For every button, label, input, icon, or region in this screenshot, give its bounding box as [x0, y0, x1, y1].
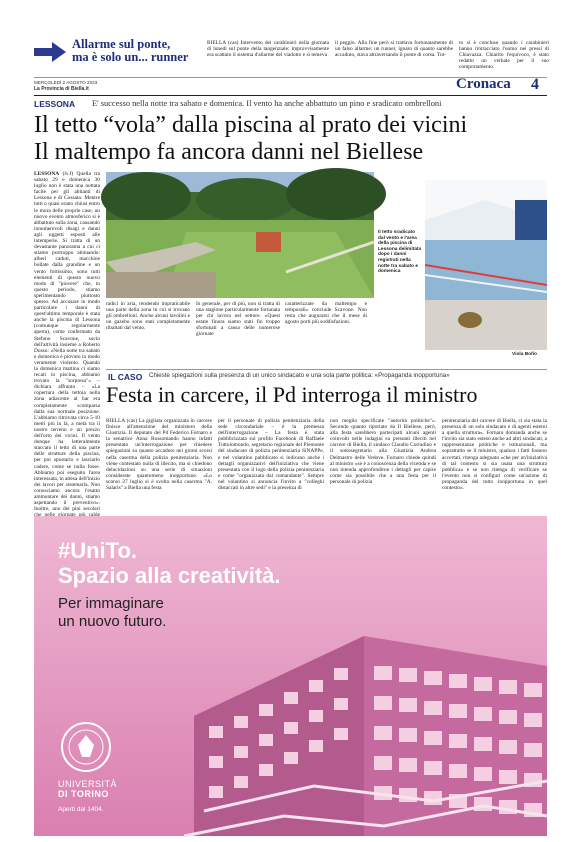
- teaser-title[interactable]: Allarme sul ponte, ma è solo un... runner: [72, 37, 189, 64]
- unito-ad[interactable]: [34, 516, 547, 836]
- article2-kicker: IL CASO: [108, 372, 143, 382]
- article1-col-4: caratterizzate da maltempo e temporali» conclude Scavone. Non resta che augurarsi che il mese di agosto porti più soddisfazioni.: [285, 301, 367, 326]
- article2-headline[interactable]: Festa in carcere, il Pd interroga il ministro: [106, 382, 478, 407]
- teaser-arrow-icon: [34, 42, 66, 62]
- photo-credit: Viola Boño: [512, 352, 537, 357]
- header-date: MERCOLEDÌ 2 AGOSTO 2023: [34, 80, 98, 85]
- article2-col-4: penitenziaria del carcere di Biella, ci sia stata la presenza di un solo sindacato e di agenti esterni a quella struttura». Fornaro domanda anche se l'invito sia stato esteso anche ad altri sindacati, a rappresentanze politiche e istituzionali, ma soprattutto se il ministro, qualora i fatti fossero accertati, ritenga adeguato «che per un'iniziativa di tal contesto si sia usata una struttura pubblica» e se non ritenga di verificare se l'evento non si configuri come un'azione di propaganda del tutto inopportuna in quel contesto».: [442, 418, 547, 492]
- photo-caption: Il tetto sradicato dal vento e l'area della piscina di Lessona delimitata dopo i danni registrati nella notte tra sabato e domenica: [378, 230, 422, 275]
- header-paper-name: La Provincia di Biella.it: [34, 86, 89, 92]
- article1-col-1: LESSONA (lv.f) Quella tra sabato 29 e domenica 30 luglio non è stata una nottata facile per gli abitanti di Lessona e di Cossato. Mentre tutti o quasi erano chiusi entro le mura delle proprie case, un nuovo evento atmosferico si è abbattuto sulla zona, causando innumerevoli disagi e danni agli oggetti esposti alle intemperie. Si tratta di un devastante panorama a cui ci stiamo purtroppo abituando: alberi caduti, macchine bollate dalla grandine e un vento fortissimo, sono tutti elementi di questo nuovo modo di "piovere" che, in questo periodo, stiamo sperimentando piuttosto spesso. Ad accusare in modo particolare i danni di quest'ultimo temporale è stata anche la piscina di Lessona (comunque regolarmente aperta), come confermato da Stefano Scavone, socio dell'attività insieme a Roberto Dosso: «Nella notte tra sabato e domenica è piovuto in modo veramente violento. Quando la domenica mattina ci siamo recati in piscina, abbiamo trovato la "sorpresa"» – dichiara affranto – «La copertura della tettoia nella zona adiacente al bar era completamente scomparsa dalla sua normale posizione. L'abbiamo ritrovata circa 5-10 metri più in là, a metà tra il nostro terreno e un prezzo dell'orto dei vicini. Il vento dunque ha letteralmente staccato il tetto di una parte delle strutture della piscina, per poi spostarlo e lasciarlo cadere, come se nulla fosse. Abbiamo poi eseguito l'area interessata, in attesa dell'inizio dei lavori per sistemarla. Non conosciamo ancora l'esatto ammontare dei danni, stiamo aspettando il preventivo». Inoltre, uno dei pini secolari: [34, 171, 100, 513]
- university-seal-icon: [60, 721, 112, 773]
- article1-headline[interactable]: Il tetto “vola” dalla piscina al prato dei vicini Il maltempo fa ancora danni nel Biellese: [34, 112, 468, 165]
- ad-since: Aperti dal 1404.: [58, 806, 104, 813]
- article2-rule: [106, 369, 547, 370]
- article1-col-2: radici in aria, rendendo impraticabile una parte della zona in cui si trovano gli ombrelloni. Anche alcuni tavolini e un gazebo sono stati completamente ribaltati dal vento.: [106, 301, 190, 332]
- teaser-text-col-3: to si è concluso quando i carabinieri hanno rintracciato l'uomo nei pressi di Chiavazza. Chiarito l'equivoco, è stato redatto un verbale per il suo comportamento.: [459, 40, 549, 71]
- article2-col-3: non meglio specificate "autorità politiche"». Secondo quanto riportato da Il Biellese, però, alla festa sarebbero partecipati alcuni agenti coinvolti nelle indagini su presunti illeciti nel carcere di Biella, il sindaco Claudio Corradino e il sottosegretario alla Giustizia Andrea Delmastro delle Vedove. Fornaro chiede quindi al ministro «se è a conoscenza della vicenda e se non intenda approfondirne i dettagli per capire come sia possibile che a una festa per il personale di polizia: [330, 418, 436, 485]
- article1-kicker-text: E' successo nella notte tra sabato e domenica. Il vento ha anche abbattuto un pino e sradicato ombrelloni: [92, 99, 442, 108]
- ad-hashtag: #UniTo.: [58, 538, 138, 563]
- ad-headline: Spazio alla creatività.: [58, 563, 281, 588]
- article2-kicker-text: Chieste spiegazioni sulla presenza di un unico sindacato e una sola parte politica: «Propaganda inopportuna»: [149, 372, 450, 379]
- article1-col-3: In generale, per di più, non si tratta di una stagione particolarmente fortunata per chi lavora nel settore. «Quest estate finora siamo stati fin troppo sfortunati a causa delle numerose giornate: [196, 301, 280, 338]
- article2-col-2: per il personale di polizia penitenziaria della sede circondariale – è la premessa dell'interrogazione – La festa è stata pubblicizzata sul profilo Facebook di Raffaele Tuttolomondo, segretario regionale del Piemonte del sindacato di polizia penitenziaria SiNAPPe, e nel volantino pubblicato si indicano anche i dettagli organizzativi dell'iniziativa che viene presentata con il logo della polizia penitenziaria e come "organizzata dal comandante". Sempre nel volantino si annuncia l'invito a "colleghi distaccati in altre sedi" e la presenza di: [218, 418, 324, 492]
- ad-university-name: UNIVERSITÀ DI TORINO: [58, 779, 118, 799]
- article2-col-1: BIELLA (cas) La gigliata organizzata in carcere finisce all'attenzione del ministero della Giustizia. Il deputato del Pd Federico Fornaro e la senatrice Anna Rossomando hanno infatti presentato un'interrogazione per chiedere spiegazioni su quanto accaduto nei giorni scorsi nella caserma della polizia penitenziaria. Non viene contestato nulla di illecito, ma si chiedono delucidazioni su una serie di situazioni considerate quantomeno inopportune. «Lo scorso 27 luglio si è svolta nella caserma "A. Salaris" a Biella una festa: [106, 418, 212, 492]
- teaser-text-col-2: il peggio. Alla fine però si trattava fortunatamente di un falso allarme: un runner, ignaro di quanto sarebbe accaduto, stava attraversando il ponte di corsa. Tut-: [335, 40, 453, 59]
- article1-photo-pool: [425, 180, 547, 350]
- article1-kicker: LESSONA: [34, 99, 76, 109]
- section-title: Cronaca: [456, 76, 511, 92]
- article1-photo-garden: [106, 172, 374, 298]
- page-number: 4: [531, 76, 539, 93]
- teaser-text-col-1: BIELLA (cas) Intervento dei carabinieri nella giornata di lunedì sul ponte della tangenziale: improvvisamente era scattato il sistema d'allarme del viadotto e si temeva: [207, 40, 329, 59]
- header-rule-bottom: [34, 95, 547, 96]
- ad-subline: Per immaginare un nuovo futuro.: [58, 595, 167, 630]
